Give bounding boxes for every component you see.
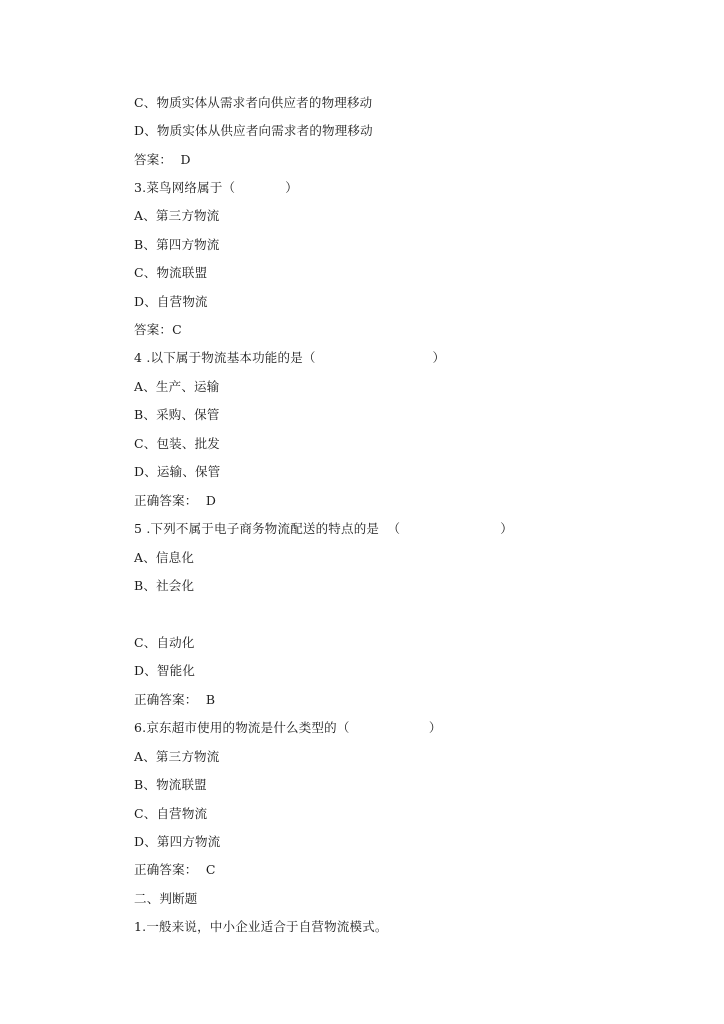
question-3: 3.菜鸟网络属于（ ）	[134, 180, 299, 195]
answer-line: 答案： D	[134, 152, 191, 167]
option-a-line: A、第三方物流	[134, 749, 220, 764]
section-heading: 二、判断题	[134, 891, 198, 906]
answer-line: 正确答案： D	[134, 493, 217, 508]
option-b-line: B、采购、保管	[134, 407, 220, 422]
option-b-line: B、社会化	[134, 578, 195, 593]
option-d-line: D、物质实体从供应者向需求者的物理移动	[134, 123, 373, 138]
option-b-line: B、物流联盟	[134, 777, 207, 792]
answer-line: 正确答案： B	[134, 692, 216, 707]
option-c-line: C、自动化	[134, 635, 195, 650]
option-c-line: C、物流联盟	[134, 265, 208, 280]
option-a-line: A、第三方物流	[134, 208, 220, 223]
answer-line: 正确答案： C	[134, 862, 216, 877]
option-c-line: C、包装、批发	[134, 436, 220, 451]
option-c-line: C、物质实体从需求者向供应者的物理移动	[134, 95, 373, 110]
option-c-line: C、自营物流	[134, 806, 208, 821]
question-4: 4 .以下属于物流基本功能的是（ ）	[134, 350, 446, 365]
option-a-line: A、信息化	[134, 550, 195, 565]
answer-line: 答案：C	[134, 322, 182, 337]
option-d-line: D、自营物流	[134, 294, 208, 309]
question-6: 6.京东超市使用的物流是什么类型的（ ）	[134, 720, 442, 735]
option-d-line: D、第四方物流	[134, 834, 221, 849]
question-5: 5 .下列不属于电子商务物流配送的特点的是 （ ）	[134, 521, 514, 536]
option-b-line: B、第四方物流	[134, 237, 220, 252]
option-d-line: D、运输、保管	[134, 464, 221, 479]
judgment-question-1: 1.一般来说，中小企业适合于自营物流模式。	[134, 919, 388, 934]
option-d-line: D、智能化	[134, 663, 196, 678]
option-a-line: A、生产、运输	[134, 379, 220, 394]
